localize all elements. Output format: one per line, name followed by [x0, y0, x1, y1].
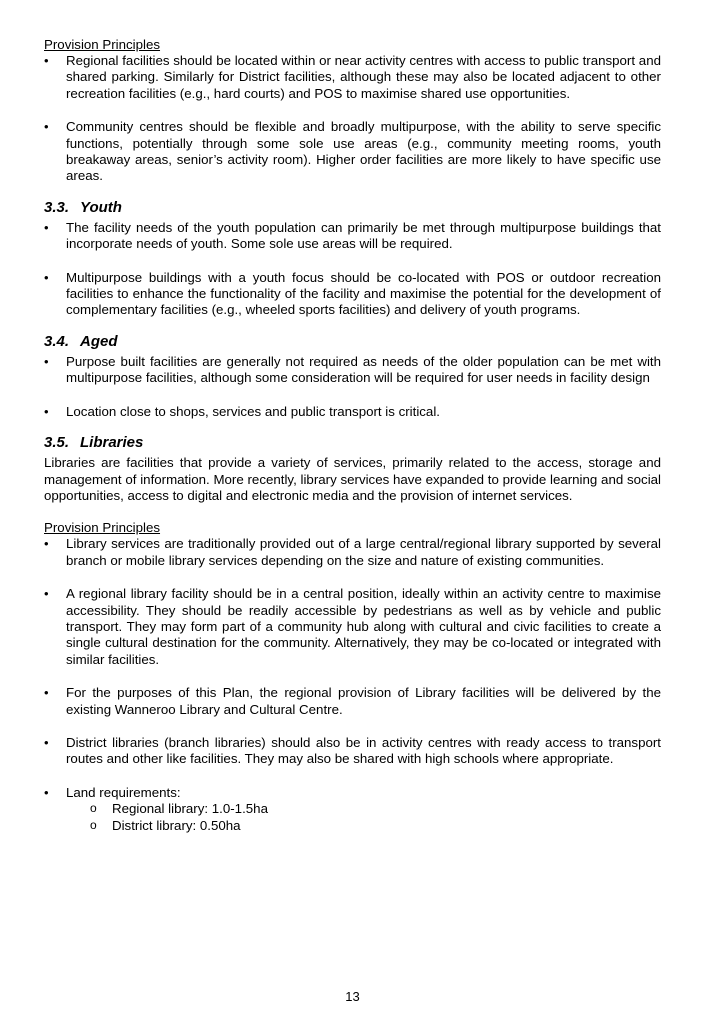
section-heading-aged [44, 333, 661, 351]
list-item [44, 785, 661, 834]
section-title: Libraries [80, 434, 144, 452]
section-title: Aged [80, 332, 118, 350]
list-item: • The facility needs of the youth population can primarily be met through multipurpose buildings that incorporate needs of youth. Some sole use areas will be required. [44, 220, 661, 253]
provision-principles-heading: Provision Principles [44, 37, 161, 52]
list-item: • Purpose built facilities are generally not required as needs of the older population can be met with multipurpose facilities, although some consideration will be required for user needs in facility design [44, 354, 661, 387]
land-requirements-label: Land requirements: [66, 784, 181, 800]
list-item: • For the purposes of this Plan, the regional provision of Library facilities will be delivered by the existing Wanneroo Library and Cultural Centre. [44, 685, 661, 718]
list-item: • Multipurpose buildings with a youth focus should be co-located with POS or outdoor recreation facilities to enhance the functionality of the facility and maximise the potential for the development of complementary facilities (e.g., wheeled sports facilities) and delivery of youth programs. [44, 270, 661, 319]
section-heading-libraries [44, 434, 661, 452]
aged-bullet-list [44, 354, 661, 420]
list-item: • A regional library facility should be in a central position, ideally within an activity centre to maximise accessibility. They should be readily accessible by pedestrians as well as by vehicle and public transport. They may form part of a community hub along with cultural and civic facilities to create a single cultural destination for the community. Alternatively, they may be co-located or integrated with similar facilities. [44, 586, 661, 668]
community-bullet-list [44, 53, 661, 185]
section-heading-youth [44, 199, 661, 217]
libraries-intro-paragraph: Libraries are facilities that provide a variety of services, primarily related to the access, storage and management of information. More recently, library services have expanded to provide learning and social opportunities, access to digital and electronic media and the provision of internet services. [44, 455, 661, 503]
land-requirements-sublist [66, 801, 661, 834]
libraries-bullet-list [44, 536, 661, 834]
provision-principles-heading: Provision Principles [44, 520, 161, 536]
list-item: • Location close to shops, services and public transport is critical. [44, 404, 661, 420]
list-item: • District libraries (branch libraries) should also be in activity centres with ready access to transport routes and other like facilities. They may also be shared with high schools where appropriate. [44, 735, 661, 768]
section-number: 3.5. [44, 434, 70, 452]
sub-list-item: o Regional library: 1.0-1.5ha [90, 801, 661, 817]
page-number: 13 [345, 989, 360, 1004]
section-number: 3.4. [44, 332, 70, 350]
list-item: • Library services are traditionally provided out of a large central/regional library supported by several branch or mobile library services depending on the size and nature of existing communities. [44, 536, 661, 569]
youth-bullet-list [44, 220, 661, 319]
list-item: • Community centres should be flexible and broadly multipurpose, with the ability to serve specific functions, potentially through some sole use areas (e.g., community meeting rooms, youth breakaway areas, senior’s activity room). Higher order facilities are more likely to have specific use areas. [44, 119, 661, 185]
section-number: 3.3. [44, 198, 70, 216]
list-item: • Regional facilities should be located within or near activity centres with access to public transport and shared parking. Similarly for District facilities, although these may also be located adjacent to other recreation facilities (e.g., hard courts) and POS to maximise shared use opportunities. [44, 53, 661, 102]
sub-list-item: o District library: 0.50ha [90, 818, 661, 834]
section-title: Youth [80, 198, 122, 216]
